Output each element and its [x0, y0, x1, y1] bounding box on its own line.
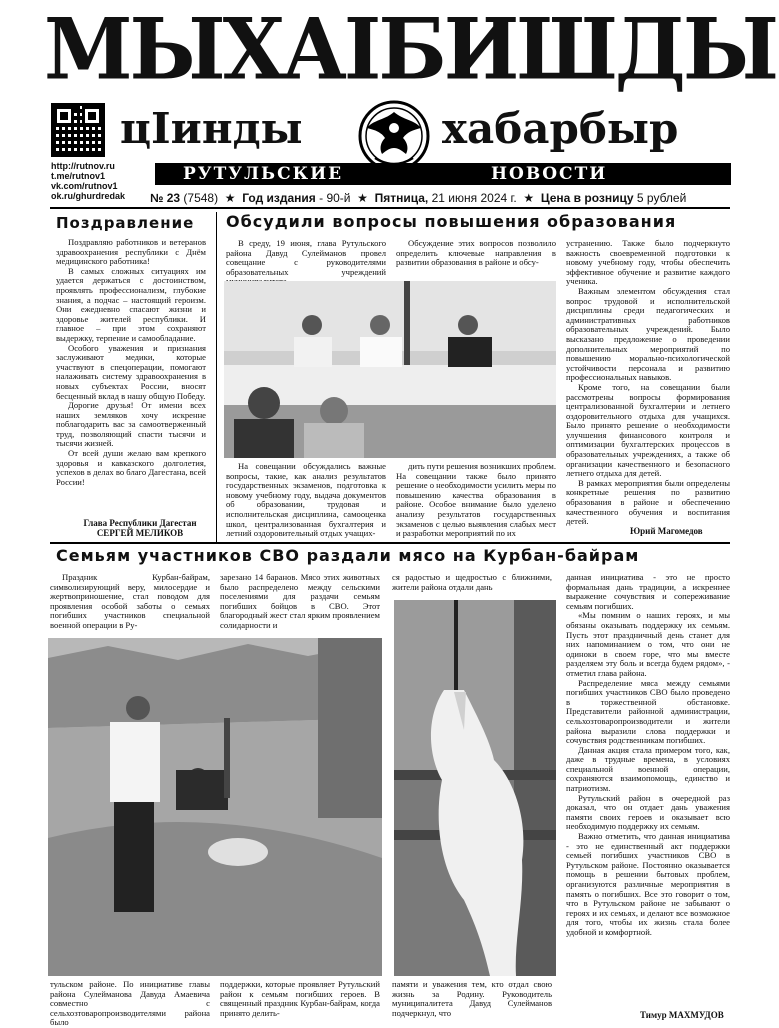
greeting-paragraph: В самых сложных ситуациях им удается держаться с достоинством, проявлять профессионализм, глубокие знания, а подчас – настоящий героизм. Они ежедневно спасают жизни и здоровье жителей республики. И главное – при этом сохраняют выдержку, терпение и самообладание.: [56, 265, 206, 343]
greeting-signature: [70, 518, 210, 538]
article2-paragraph: Праздник Курбан-байрам, символизирующий веру, милосердие и жертвоприношение, стал поводом для проявления особой заботы о семьях погибших участников специальной военной операции в Ру-: [50, 572, 210, 630]
article2-col1-bottom: [50, 980, 210, 1028]
article2-paragraph: данная инициатива - это не просто формальная дань традиции, а искреннее выражение сочувствия и сопереживание семьям погибших.: [566, 572, 730, 611]
greeting-paragraph: От всей души желаю вам крепкого здоровья и кавказского долголетия, успехов в делах во благо Дагестана, всей России!: [56, 448, 206, 487]
article2-paragraph: Важно отметить, что данная инициатива - это не единственный акт поддержки семьей погибших участников СВО в Рутульском районе. Постоянно оказывается помощь в решении бытовых проблем, организуются различные мероприятия в память о погибших. Все это говорит о том, что в Рутульском районе не забывают о героях и их семьях, и делают все возможное для того, чтобы их жизнь стала более удобной и комфортной.: [566, 831, 730, 937]
article1-paragraph: Обсуждение этих вопросов позволило определить ключевые направления в развитии образования в районе и обсу-: [396, 238, 556, 268]
greeting-paragraph: Дорогие друзья! От имени всех наших земляков хочу искренне поблагодарить вас за самоотверженный труд, позволяющий спасти тысячи и тысячи жизней.: [56, 400, 206, 449]
newspaper-title: МЫХАІБИШДЫ: [44, 0, 776, 99]
link-site[interactable]: http://rutnov.ru: [51, 161, 115, 171]
article2-author: Тимур МАХМУДОВ: [640, 1010, 724, 1020]
section-rule: [50, 542, 730, 544]
article2-col4: [566, 573, 730, 938]
article2-paragraph: тульском районе. По инициативе главы района Сулейманова Давуда Амаевича совместно с сельхозтоваропроизводителями района было: [50, 979, 210, 1028]
kurban-photo-left: [48, 638, 382, 976]
article2-paragraph: Данная акция стала примером того, как, даже в трудные времена, в условиях специальной военной операции, сохраняются взаимопомощь, единство и патриотизм.: [566, 744, 730, 794]
greeting-paragraph: Поздравляю работников и ветеранов здравоохранения республики с Днём медицинского работника!: [56, 237, 206, 267]
article1-author: Юрий Магомедов: [630, 526, 703, 536]
greeting-title: Поздравление: [56, 214, 195, 232]
article2-col3-top: [392, 573, 552, 592]
year-label: Год издания: [242, 191, 316, 205]
article2-col2-bottom: [220, 980, 380, 1018]
price-label: Цена в розницу: [540, 191, 634, 205]
article1-col2-bottom: [396, 462, 556, 539]
issue-number: № 23: [150, 191, 181, 205]
article1-col1-bottom: [226, 462, 386, 539]
article1-paragraph: Важным элементом обсуждения стал вопрос трудовой и исполнительской дисциплины среди педагогических и административных работников образовательных учреждений. Было высказано предложение о проведении дополнительных мероприятий по повышению морально-психологической устойчивости персонала и развитию профессиональных навыков.: [566, 285, 730, 383]
article2-paragraph: поддержки, которые проявляет Рутульский район к семьям погибших героев. В священный праздник Курбан-байрам, когда принято делить-: [220, 979, 380, 1018]
greeting-text: [50, 238, 206, 487]
subtitle-right: хабарбыр: [442, 104, 679, 153]
article2-col2-top: [220, 573, 380, 631]
date-value: 21 июня 2024 г.: [431, 191, 517, 205]
article1-col3: [566, 239, 730, 527]
subtitle-left: цІинды: [120, 104, 303, 153]
article1-paragraph: устранению. Также было подчеркнуто важность своевременной подготовки к новому учебному году, чтобы обеспечить эффективное обучение и развитие каждого ученика.: [566, 238, 730, 287]
article1-paragraph: Кроме того, на совещании были рассмотрены вопросы формирования централизованной бухгалтерии и летнего оздоровительного отдыха для учащихся. Было принято решение о необходимости улучшения финансового контроля и оптимизации бухгалтерских процессов в образовательных учреждениях, а также об организации качественного и безопасного летнего отдыха для детей.: [566, 381, 730, 479]
band-label-left: РУТУЛЬСКИЕ: [183, 164, 344, 184]
article2-title: Семьям участников СВО раздали мясо на Курбан-байрам: [56, 546, 640, 565]
article1-paragraph: В среду, 19 июня, глава Рутульского района Давуд Сулейманов провел совещание с руководителями образовательных учреждений: [226, 238, 386, 277]
article2-paragraph: Распределение мяса между семьями погибших участников СВО было проведено в торжественной обстановке. Представители районной администрации, сельхозтоваропроизводители и жители района выразили слова поддержки и сочувствия родственникам погибших.: [566, 677, 730, 746]
article2-col1-top: [50, 573, 210, 631]
price-value: 5 рублей: [636, 191, 687, 205]
day-label: Пятница,: [374, 191, 429, 205]
kurban-photo-right: [394, 600, 556, 976]
article1-col2-top: [396, 239, 556, 268]
link-ok[interactable]: ok.ru/ghurdredak: [51, 191, 126, 201]
article2-paragraph: зарезано 14 баранов. Мясо этих животных было распределено между сельскими поселениями для раздачи семьям погибших бойцов в СВО. Этот благородный жест стал ярким проявлением солидарности и: [220, 572, 380, 630]
year-value: - 90-й: [319, 191, 351, 205]
article1-col1-top: [226, 239, 386, 287]
article1-paragraph: В рамках мероприятия были определены конкретные решения по развитию образования в районе и обеспечению качественного обучения и воспитания детей.: [566, 477, 730, 527]
band-label-right: НОВОСТИ: [491, 164, 608, 184]
link-vk[interactable]: vk.com/rutnov1: [51, 181, 118, 191]
social-links: [51, 161, 125, 201]
article1-paragraph: дить пути решения возникших проблем. На совещании также было принято решение о необходимости усилить меры по повышению качества образования в районе. Особое внимание было уделено анализу результатов государственных экзаменов с целью выявления слабых мест и разработки мероприятий по их: [396, 461, 556, 539]
issue-total: (7548): [183, 191, 219, 205]
article1-paragraph: На совещании обсуждались важные вопросы, такие, как анализ результатов государственных экзаменов, подготовка к новому учебному году, выдача документов об образовании, трудовая и исполнительская дисциплина, самооценка школ, централизованная бухгалтерия и летний оздоровительный отдых учащих-: [226, 461, 386, 539]
article2-paragraph: памяти и уважения тем, кто отдал свою жизнь за Родину. Руководитель муниципалитета Давуд Сулейманов подчеркнул, что: [392, 979, 552, 1018]
qr-code-icon: [51, 103, 105, 157]
meeting-photo: [224, 281, 556, 458]
signature-name: СЕРГЕЙ МЕЛИКОВ: [96, 528, 184, 538]
greeting-box: [50, 212, 217, 542]
article1-title: Обсудили вопросы повышения образования: [226, 212, 677, 231]
article2-col3-bottom: [392, 980, 552, 1018]
masthead-band: [155, 163, 731, 185]
greeting-paragraph: Особого уважения и признания заслуживают медики, которые участвуют в спецоперации, помогают налаживать систему здравоохранения в новых субъектах России, вносят бесценный вклад в нашу общую Победу.: [56, 342, 206, 401]
article2-paragraph: Рутульский район в очередной раз доказал, что он отдает дань уважения памяти своих героев и оказывает всю необходимую поддержку их семьям.: [566, 792, 730, 832]
issue-info-bar: № 23 (7548) ★ Год издания - 90-й ★ Пятница, 21 июня 2024 г. ★ Цена в розницу 5 рублей: [150, 191, 687, 205]
header-rule: [50, 207, 730, 209]
article2-paragraph: ся радостью и щедростью с ближними, жители района отдали дань: [392, 572, 552, 592]
link-telegram[interactable]: t.me/rutnov1: [51, 171, 106, 181]
signature-title: Глава Республики Дагестан: [83, 518, 197, 528]
article2-paragraph: «Мы помним о наших героях, и мы обязаны оказывать поддержку их семьям. Пусть этот праздничный день станет для них напоминанием о том, что они не одиноки в своем горе, что мы вместе разделяем эту боль и всегда будем рядом», - отметил глава района.: [566, 610, 730, 678]
